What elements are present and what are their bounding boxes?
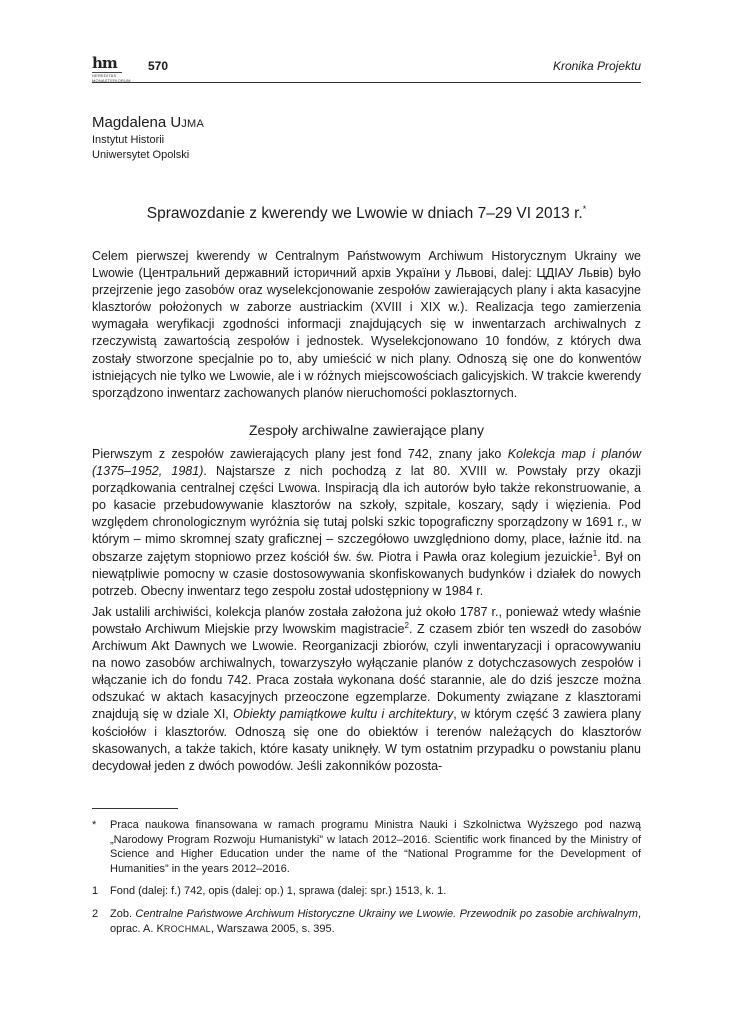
footnote-2-text (110, 907, 641, 936)
fn2-text-a: Zob. (110, 907, 136, 920)
intro-paragraph (92, 248, 641, 402)
p2-text-a: Jak ustalili archiwiści, kolekcja planów została założona już około 1787 r., ponieważ wtedy właśnie powstało Archiwum Miejskie przy lwowskim magistracie (92, 604, 641, 636)
p1-text-a: Pierwszym z zespołów zawierających plany jest fond 742, znany jako (92, 447, 508, 461)
footnote-ref-1[interactable]: 1 (592, 548, 598, 558)
p1-text-c: . Był on niewątpliwie pomocny w czasie dostosowywania skonfiskowanych budynków i działek do nowych potrzeb. Obecny inwentarz tego zespołu został udostępniony w 1984 r. (92, 549, 642, 598)
hereditas-logo (92, 56, 132, 84)
fn2-sc-initial: K (156, 922, 164, 935)
footnote-1-mark: 1 (92, 885, 99, 898)
section-heading: Zespoły archiwalne zawierające plany (248, 422, 484, 438)
fn2-text-b: , oprac. A. (110, 907, 641, 935)
footnote-rule (92, 808, 178, 809)
p2-text-c: , w którym część 3 zawiera plany kościołów i klasztorów. Odnoszą się one do obiektów i terenów należących do klasztorów skasowanych, a także takich, które kasaty uniknęły. W tym ostatnim przypadku o powstaniu planu decydował jeden z dwóch powodów. Jeśli zakonników pozosta- (92, 707, 641, 773)
fn2-text-c: , Warszawa 2005, s. 395. (210, 922, 335, 935)
fn2-sc-rest: ROCHMAL (163, 923, 211, 934)
title-footnote-mark: * (582, 203, 587, 214)
p1-italic: Kolekcja map i planów (1375–1952, 1981) (92, 447, 641, 479)
footnote-1 (92, 884, 641, 899)
header-rule (92, 82, 641, 83)
footnote-star-text: Praca naukowa finansowana w ramach programu Ministra Nauki i Szkolnictwa Wyższego pod nazwą „Narodowy Program Rozwoju Humanistyki” w latach 2012–2016. Scientific work financed by the Ministry of Science and Higher Education under the name of the “National Programme for the Development of Humanities” in the years 2012–2016. (110, 819, 641, 875)
page-header (92, 54, 641, 84)
p2-text-b: . Z czasem zbiór ten wszedł do zasobów Archiwum Akt Dawnych we Lwowie. Reorganizacji zbiorów, czyli inwentaryzacji i opracowywaniu na nowo zasobów archiwalnych, towarzyszyło wyłączanie planów z dotychczasowych zespołów i włączanie ich do fondu 742. Praca została wykonana dość starannie, ale do dziś jeszcze można odszukać w aktach kasacyjnych przeoczone egzemplarze. Dokumenty związane z klasztorami znajdują się w dziale XI, (92, 621, 642, 722)
footnote-1-text: Fond (dalej: f.) 742, opis (dalej: op.) 1, sprawa (dalej: spr.) 1513, k. 1. (110, 885, 447, 898)
footnote-2 (92, 907, 641, 936)
intro-text: Celem pierwszej kwerendy w Centralnym Państwowym Archiwum Historycznym Ukrainy we Lwowie (Центральний державний історичний архів України у Львові, dalej: ЦДІАУ Львів) było przejrzenie jego zasobów oraz wyselekcjonowanie zespołów zawierających plany i akta kasacyjne klasztorów położonych w zaborze austriackim (XVIII i XIX w.). Realizacja tego zamierzenia wymagała weryfikacji zgodności informacji znajdujących się w inwentarzach archiwalnych z rzeczywistą zawartością zespołów i jednostek. Wyselekcjonowano 10 fondów, z których dwa zostały stworzone specjalnie po to, aby umieścić w nich plany. Odnoszą się one do konwentów istniejących nie tylko we Lwowie, ale i w różnych miejscowościach galicyjskich. W trakcie kwerendy sporządzono inwentarz zachowanych planów nieruchomości poklasztornych. (92, 249, 641, 400)
author-affiliation (92, 133, 189, 163)
p2-italic: Obiekty pamiątkowe kultu i architektury (233, 707, 454, 722)
paragraph-2 (92, 604, 641, 775)
logo-mark: hm (92, 54, 117, 72)
logo-text-line1: HEREDITAS (92, 73, 117, 78)
affiliation-line-2: Uniwersytet Opolski (92, 149, 190, 161)
section-body (92, 446, 641, 775)
p1-text-b: . Najstarsze z nich pochodzą z lat 80. XVIII w. Powstały przy okazji porządkowania centralnej części Lwowa. Inspiracją dla ich autorów było także rekonstruowanie, a po kasacie przebudowywanie klasztorów na szkoły, szpitale, koszary, sądy i więzienia. Pod względem chronologicznym wyróżnia się tutaj polski szkic topograficzny sporządzony w 1691 r., w którym – mimo skromnej szaty graficznej – szczegółowo uwzględniono domy, place, łaźnie itd. na obszarze zajętym stopniowo przez kościół św. św. Piotra i Pawła oraz kolegium jezuickie (92, 464, 641, 564)
footnotes (92, 818, 641, 936)
report-title-text: Sprawozdanie z kwerendy we Lwowie w dniach 7–29 VI 2013 r. (146, 205, 583, 222)
report-title (92, 205, 641, 223)
paragraph-1 (92, 446, 641, 600)
author-name (92, 114, 204, 131)
footnote-ref-2[interactable]: 2 (404, 620, 409, 630)
fn2-italic: Centralne Państwowe Archiwum Historyczne Ukrainy we Lwowie. Przewodnik po zasobie archiwalnym (135, 907, 638, 920)
affiliation-line-1: Instytut Historii (92, 134, 165, 146)
footnote-2-mark: 2 (92, 907, 99, 920)
author-surname-initial: U (170, 114, 182, 131)
page-number: 570 (148, 59, 169, 73)
author-first-name: Magdalena (92, 114, 167, 131)
author-surname-rest: JMA (181, 118, 205, 130)
footnote-star-mark: * (92, 819, 97, 831)
running-head: Kronika Projektu (552, 59, 641, 73)
footnote-star (92, 818, 641, 876)
logo-text-line2: MONASTERIORUM (92, 77, 131, 83)
